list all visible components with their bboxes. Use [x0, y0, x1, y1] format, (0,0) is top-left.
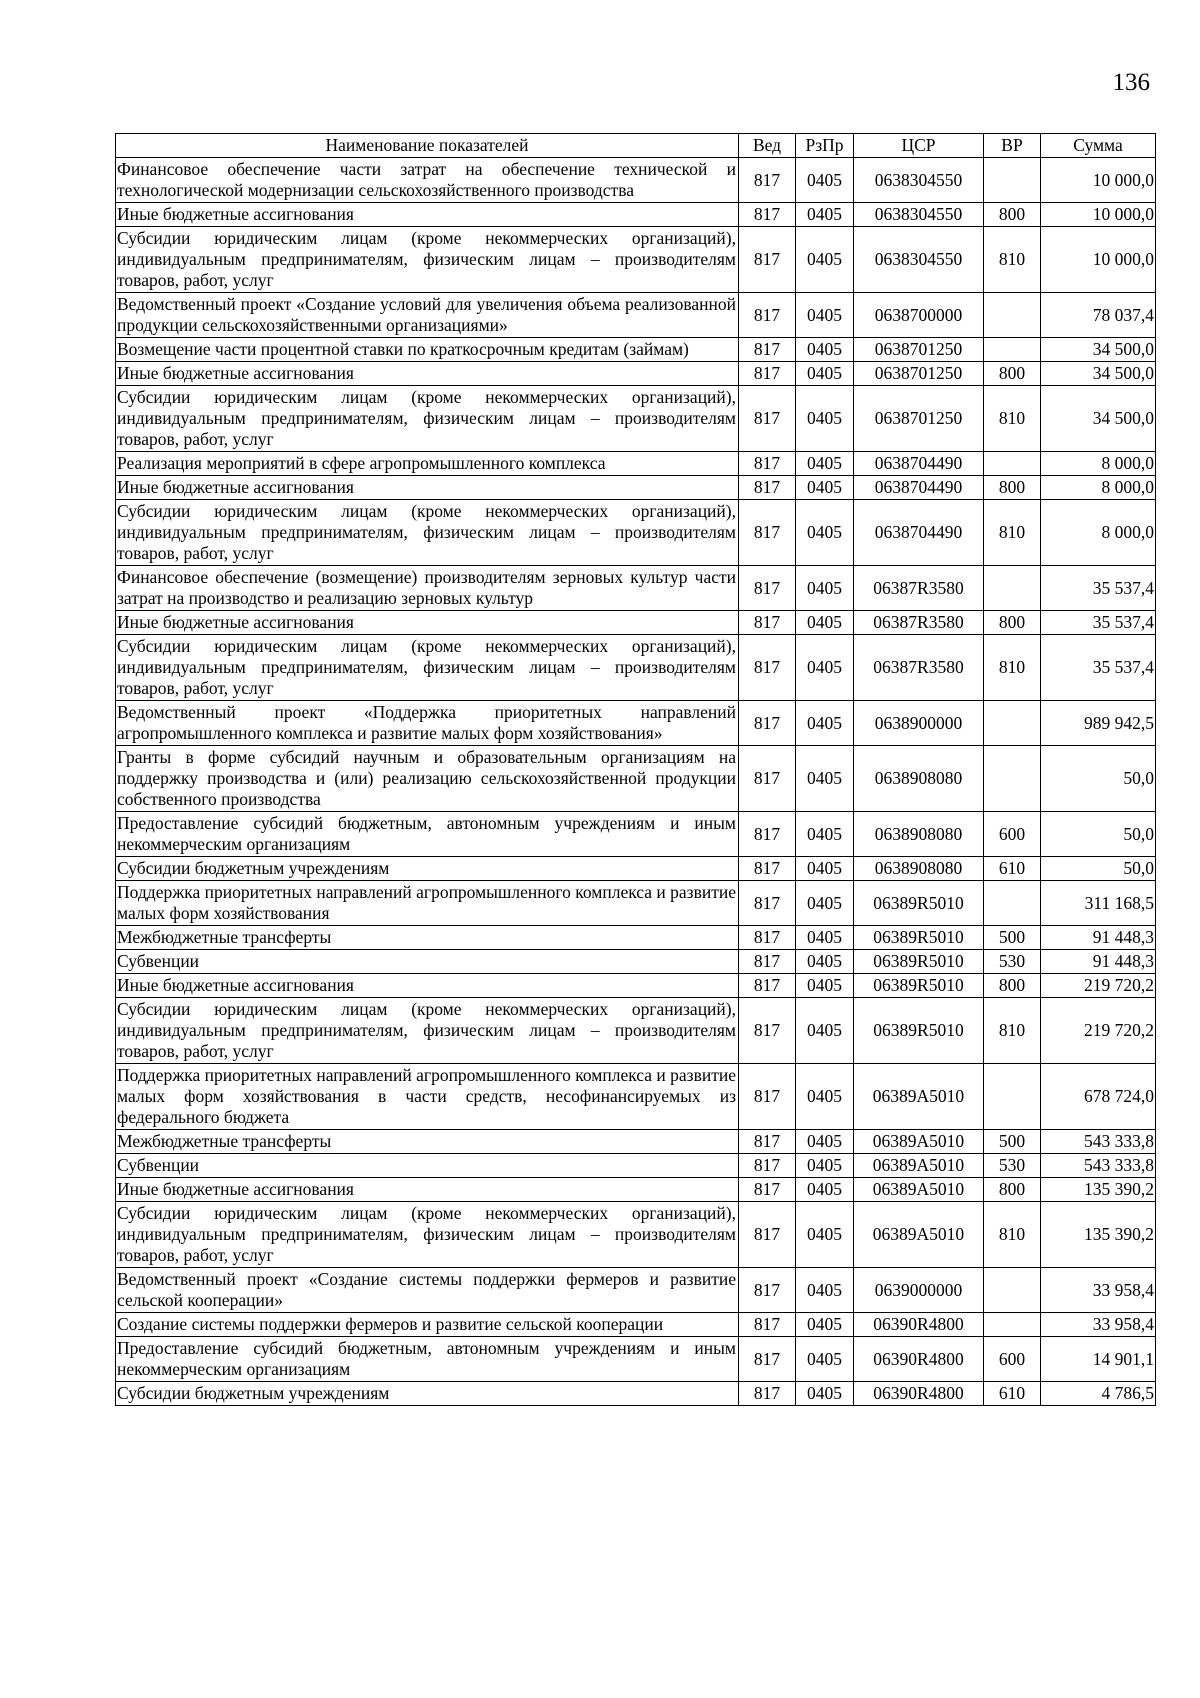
row-csr: 06390R4800 — [854, 1382, 984, 1406]
table-row — [116, 1337, 1156, 1382]
row-rzpr: 0405 — [796, 362, 854, 386]
row-vr: 500 — [984, 1130, 1041, 1154]
budget-table — [115, 133, 1156, 1406]
row-vr — [984, 1064, 1041, 1130]
row-sum: 50,0 — [1041, 812, 1156, 857]
row-name: Субсидии юридическим лицам (кроме некоммерческих организаций), индивидуальным предпринимателям, физическим лицам – производителям товаров, работ, услуг — [116, 227, 739, 293]
header-vr: ВР — [984, 134, 1041, 158]
row-ved: 817 — [739, 857, 796, 881]
row-csr: 06389R5010 — [854, 950, 984, 974]
table-row — [116, 362, 1156, 386]
row-vr: 800 — [984, 362, 1041, 386]
row-sum: 34 500,0 — [1041, 362, 1156, 386]
row-name: Поддержка приоритетных направлений агропромышленного комплекса и развитие малых форм хозяйствования в части средств, несофинансируемых из федерального бюджета — [116, 1064, 739, 1130]
row-csr: 0639000000 — [854, 1268, 984, 1313]
row-sum: 135 390,2 — [1041, 1202, 1156, 1268]
row-name: Финансовое обеспечение (возмещение) производителям зерновых культур части затрат на производство и реализацию зерновых культур — [116, 566, 739, 611]
row-sum: 33 958,4 — [1041, 1268, 1156, 1313]
table-row — [116, 881, 1156, 926]
row-sum: 135 390,2 — [1041, 1178, 1156, 1202]
row-vr: 810 — [984, 635, 1041, 701]
row-rzpr: 0405 — [796, 386, 854, 452]
row-vr: 800 — [984, 1178, 1041, 1202]
table-row — [116, 293, 1156, 338]
table-row — [116, 701, 1156, 746]
row-rzpr: 0405 — [796, 701, 854, 746]
table-row — [116, 635, 1156, 701]
row-name: Иные бюджетные ассигнования — [116, 611, 739, 635]
row-name: Субсидии юридическим лицам (кроме некоммерческих организаций), индивидуальным предпринимателям, физическим лицам – производителям товаров, работ, услуг — [116, 998, 739, 1064]
row-rzpr: 0405 — [796, 998, 854, 1064]
table-row — [116, 1382, 1156, 1406]
row-csr: 06390R4800 — [854, 1337, 984, 1382]
row-rzpr: 0405 — [796, 1130, 854, 1154]
row-vr: 800 — [984, 203, 1041, 227]
row-sum: 50,0 — [1041, 746, 1156, 812]
row-csr: 06389R5010 — [854, 881, 984, 926]
row-ved: 817 — [739, 293, 796, 338]
row-ved: 817 — [739, 452, 796, 476]
table-row — [116, 974, 1156, 998]
row-sum: 989 942,5 — [1041, 701, 1156, 746]
row-csr: 0638701250 — [854, 386, 984, 452]
row-vr: 600 — [984, 812, 1041, 857]
table-row — [116, 812, 1156, 857]
row-ved: 817 — [739, 1202, 796, 1268]
row-name: Создание системы поддержки фермеров и развитие сельской кооперации — [116, 1313, 739, 1337]
row-vr: 810 — [984, 1202, 1041, 1268]
row-csr: 0638304550 — [854, 227, 984, 293]
row-ved: 817 — [739, 203, 796, 227]
row-name: Межбюджетные трансферты — [116, 926, 739, 950]
row-sum: 8 000,0 — [1041, 500, 1156, 566]
row-name: Поддержка приоритетных направлений агропромышленного комплекса и развитие малых форм хозяйствования — [116, 881, 739, 926]
row-sum: 33 958,4 — [1041, 1313, 1156, 1337]
row-rzpr: 0405 — [796, 950, 854, 974]
row-rzpr: 0405 — [796, 746, 854, 812]
row-sum: 219 720,2 — [1041, 998, 1156, 1064]
row-vr — [984, 158, 1041, 203]
row-rzpr: 0405 — [796, 203, 854, 227]
row-rzpr: 0405 — [796, 227, 854, 293]
row-ved: 817 — [739, 362, 796, 386]
row-ved: 817 — [739, 1268, 796, 1313]
row-ved: 817 — [739, 1064, 796, 1130]
row-rzpr: 0405 — [796, 881, 854, 926]
row-name: Субсидии юридическим лицам (кроме некоммерческих организаций), индивидуальным предпринимателям, физическим лицам – производителям товаров, работ, услуг — [116, 500, 739, 566]
row-sum: 678 724,0 — [1041, 1064, 1156, 1130]
row-sum: 8 000,0 — [1041, 452, 1156, 476]
row-name: Субсидии юридическим лицам (кроме некоммерческих организаций), индивидуальным предпринимателям, физическим лицам – производителям товаров, работ, услуг — [116, 386, 739, 452]
row-ved: 817 — [739, 611, 796, 635]
row-csr: 06389R5010 — [854, 926, 984, 950]
row-sum: 78 037,4 — [1041, 293, 1156, 338]
row-sum: 35 537,4 — [1041, 635, 1156, 701]
row-ved: 817 — [739, 476, 796, 500]
row-vr — [984, 701, 1041, 746]
row-ved: 817 — [739, 812, 796, 857]
table-row — [116, 203, 1156, 227]
table-row — [116, 998, 1156, 1064]
row-sum: 34 500,0 — [1041, 338, 1156, 362]
row-name: Ведомственный проект «Создание системы поддержки фермеров и развитие сельской кооперации» — [116, 1268, 739, 1313]
row-ved: 817 — [739, 1382, 796, 1406]
table-row — [116, 227, 1156, 293]
row-name: Предоставление субсидий бюджетным, автономным учреждениям и иным некоммерческим организациям — [116, 812, 739, 857]
row-rzpr: 0405 — [796, 476, 854, 500]
row-vr — [984, 881, 1041, 926]
row-csr: 06387R3580 — [854, 635, 984, 701]
row-csr: 0638704490 — [854, 500, 984, 566]
header-name: Наименование показателей — [116, 134, 739, 158]
row-ved: 817 — [739, 950, 796, 974]
row-vr — [984, 1268, 1041, 1313]
row-csr: 0638704490 — [854, 476, 984, 500]
row-csr: 0638704490 — [854, 452, 984, 476]
row-vr — [984, 338, 1041, 362]
row-ved: 817 — [739, 926, 796, 950]
header-ved: Вед — [739, 134, 796, 158]
row-rzpr: 0405 — [796, 1337, 854, 1382]
row-rzpr: 0405 — [796, 338, 854, 362]
table-row — [116, 386, 1156, 452]
table-row — [116, 452, 1156, 476]
row-ved: 817 — [739, 998, 796, 1064]
row-vr — [984, 566, 1041, 611]
row-rzpr: 0405 — [796, 974, 854, 998]
row-name: Субсидии юридическим лицам (кроме некоммерческих организаций), индивидуальным предпринимателям, физическим лицам – производителям товаров, работ, услуг — [116, 1202, 739, 1268]
row-ved: 817 — [739, 746, 796, 812]
row-sum: 543 333,8 — [1041, 1154, 1156, 1178]
row-ved: 817 — [739, 1130, 796, 1154]
row-ved: 817 — [739, 1337, 796, 1382]
row-sum: 91 448,3 — [1041, 926, 1156, 950]
table-row — [116, 338, 1156, 362]
table-row — [116, 476, 1156, 500]
row-vr: 800 — [984, 974, 1041, 998]
row-name: Предоставление субсидий бюджетным, автономным учреждениям и иным некоммерческим организациям — [116, 1337, 739, 1382]
row-csr: 06389R5010 — [854, 974, 984, 998]
row-csr: 06387R3580 — [854, 611, 984, 635]
row-csr: 0638701250 — [854, 338, 984, 362]
table-row — [116, 1064, 1156, 1130]
table-row — [116, 1313, 1156, 1337]
row-ved: 817 — [739, 1154, 796, 1178]
row-csr: 0638908080 — [854, 746, 984, 812]
row-name: Иные бюджетные ассигнования — [116, 203, 739, 227]
table-row — [116, 1130, 1156, 1154]
row-name: Межбюджетные трансферты — [116, 1130, 739, 1154]
row-vr: 610 — [984, 857, 1041, 881]
row-sum: 543 333,8 — [1041, 1130, 1156, 1154]
header-sum: Сумма — [1041, 134, 1156, 158]
row-ved: 817 — [739, 566, 796, 611]
row-ved: 817 — [739, 635, 796, 701]
row-vr: 800 — [984, 611, 1041, 635]
row-sum: 8 000,0 — [1041, 476, 1156, 500]
row-vr: 810 — [984, 500, 1041, 566]
row-csr: 06389A5010 — [854, 1154, 984, 1178]
row-vr — [984, 1313, 1041, 1337]
row-name: Возмещение части процентной ставки по краткосрочным кредитам (займам) — [116, 338, 739, 362]
row-csr: 06389A5010 — [854, 1178, 984, 1202]
row-ved: 817 — [739, 1313, 796, 1337]
row-vr: 810 — [984, 998, 1041, 1064]
row-rzpr: 0405 — [796, 158, 854, 203]
page-number: 136 — [1112, 69, 1150, 96]
row-rzpr: 0405 — [796, 1064, 854, 1130]
row-name: Гранты в форме субсидий научным и образовательным организациям на поддержку производства и (или) реализацию сельскохозяйственной продукции собственного производства — [116, 746, 739, 812]
row-csr: 0638701250 — [854, 362, 984, 386]
row-csr: 0638304550 — [854, 203, 984, 227]
row-rzpr: 0405 — [796, 857, 854, 881]
row-vr: 500 — [984, 926, 1041, 950]
row-csr: 0638908080 — [854, 857, 984, 881]
row-rzpr: 0405 — [796, 1154, 854, 1178]
row-name: Субсидии бюджетным учреждениям — [116, 1382, 739, 1406]
row-vr: 530 — [984, 950, 1041, 974]
table-row — [116, 158, 1156, 203]
row-name: Финансовое обеспечение части затрат на обеспечение технической и технологической модернизации сельскохозяйственного производства — [116, 158, 739, 203]
row-name: Субсидии бюджетным учреждениям — [116, 857, 739, 881]
row-name: Субвенции — [116, 950, 739, 974]
row-vr: 530 — [984, 1154, 1041, 1178]
row-ved: 817 — [739, 974, 796, 998]
row-rzpr: 0405 — [796, 293, 854, 338]
row-ved: 817 — [739, 500, 796, 566]
row-sum: 10 000,0 — [1041, 203, 1156, 227]
row-ved: 817 — [739, 386, 796, 452]
table-row — [116, 1154, 1156, 1178]
table-row — [116, 950, 1156, 974]
row-rzpr: 0405 — [796, 1178, 854, 1202]
row-name: Иные бюджетные ассигнования — [116, 974, 739, 998]
row-rzpr: 0405 — [796, 566, 854, 611]
table-body — [116, 158, 1156, 1406]
table-row — [116, 611, 1156, 635]
row-vr: 810 — [984, 227, 1041, 293]
header-csr: ЦСР — [854, 134, 984, 158]
row-csr: 06389R5010 — [854, 998, 984, 1064]
row-csr: 06389A5010 — [854, 1130, 984, 1154]
table-row — [116, 1178, 1156, 1202]
row-ved: 817 — [739, 338, 796, 362]
row-vr — [984, 452, 1041, 476]
row-rzpr: 0405 — [796, 611, 854, 635]
row-rzpr: 0405 — [796, 452, 854, 476]
row-sum: 311 168,5 — [1041, 881, 1156, 926]
row-rzpr: 0405 — [796, 1313, 854, 1337]
row-ved: 817 — [739, 701, 796, 746]
row-vr: 600 — [984, 1337, 1041, 1382]
row-csr: 06387R3580 — [854, 566, 984, 611]
row-sum: 10 000,0 — [1041, 227, 1156, 293]
row-ved: 817 — [739, 227, 796, 293]
row-name: Иные бюджетные ассигнования — [116, 1178, 739, 1202]
row-rzpr: 0405 — [796, 926, 854, 950]
row-sum: 35 537,4 — [1041, 566, 1156, 611]
row-csr: 06389A5010 — [854, 1064, 984, 1130]
row-ved: 817 — [739, 1178, 796, 1202]
row-name: Иные бюджетные ассигнования — [116, 362, 739, 386]
row-rzpr: 0405 — [796, 635, 854, 701]
row-name: Ведомственный проект «Создание условий для увеличения объема реализованной продукции сельскохозяйственными организациями» — [116, 293, 739, 338]
row-sum: 91 448,3 — [1041, 950, 1156, 974]
row-sum: 14 901,1 — [1041, 1337, 1156, 1382]
row-csr: 0638900000 — [854, 701, 984, 746]
row-sum: 4 786,5 — [1041, 1382, 1156, 1406]
row-ved: 817 — [739, 158, 796, 203]
row-name: Субвенции — [116, 1154, 739, 1178]
row-rzpr: 0405 — [796, 812, 854, 857]
table-row — [116, 746, 1156, 812]
row-name: Субсидии юридическим лицам (кроме некоммерческих организаций), индивидуальным предпринимателям, физическим лицам – производителям товаров, работ, услуг — [116, 635, 739, 701]
row-name: Ведомственный проект «Поддержка приоритетных направлений агропромышленного комплекса и развитие малых форм хозяйствования» — [116, 701, 739, 746]
row-ved: 817 — [739, 881, 796, 926]
row-csr: 0638908080 — [854, 812, 984, 857]
table-row — [116, 926, 1156, 950]
header-rzpr: РзПр — [796, 134, 854, 158]
table-row — [116, 566, 1156, 611]
table-header-row — [116, 134, 1156, 158]
row-sum: 34 500,0 — [1041, 386, 1156, 452]
row-sum: 10 000,0 — [1041, 158, 1156, 203]
table-row — [116, 1268, 1156, 1313]
table-row — [116, 1202, 1156, 1268]
row-vr: 800 — [984, 476, 1041, 500]
row-vr: 810 — [984, 386, 1041, 452]
row-vr: 610 — [984, 1382, 1041, 1406]
row-sum: 50,0 — [1041, 857, 1156, 881]
row-rzpr: 0405 — [796, 1268, 854, 1313]
row-name: Реализация мероприятий в сфере агропромышленного комплекса — [116, 452, 739, 476]
row-csr: 06389A5010 — [854, 1202, 984, 1268]
row-csr: 06390R4800 — [854, 1313, 984, 1337]
row-rzpr: 0405 — [796, 500, 854, 566]
row-vr — [984, 293, 1041, 338]
row-sum: 35 537,4 — [1041, 611, 1156, 635]
row-rzpr: 0405 — [796, 1382, 854, 1406]
row-csr: 0638304550 — [854, 158, 984, 203]
row-rzpr: 0405 — [796, 1202, 854, 1268]
row-vr — [984, 746, 1041, 812]
row-name: Иные бюджетные ассигнования — [116, 476, 739, 500]
row-sum: 219 720,2 — [1041, 974, 1156, 998]
table-row — [116, 857, 1156, 881]
table-row — [116, 500, 1156, 566]
row-csr: 0638700000 — [854, 293, 984, 338]
